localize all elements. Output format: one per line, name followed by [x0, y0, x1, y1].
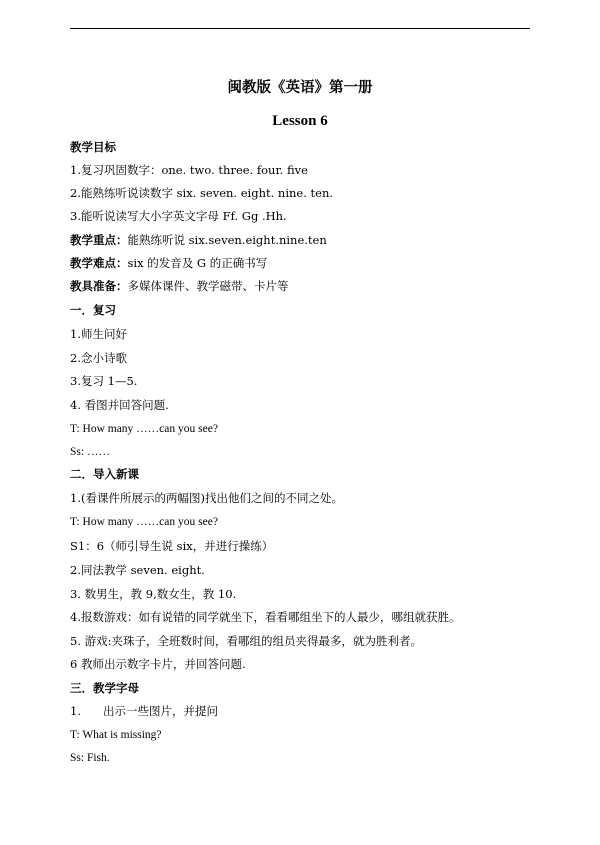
review-line-6: Ss: …… — [70, 446, 110, 458]
review-line-3: 3.复习 1—5. — [70, 374, 138, 388]
new-lesson-line-3: S1：6（师引导生说 six，并进行操练） — [70, 539, 274, 553]
document-title: 闽教版《英语》第一册 — [227, 79, 373, 96]
new-lesson-line-2: T: How many ……can you see? — [70, 516, 218, 528]
letters-step-text: 出示一些图片，并提问 — [102, 704, 218, 718]
new-lesson-line-1: 1.(看课件所展示的两幅图)找出他们之间的不同之处。 — [70, 491, 343, 505]
objective-item-1: 1.复习巩固数字：one. two. three. four. five — [70, 163, 308, 177]
key-point-label: 教学重点： — [70, 233, 128, 247]
objectives-heading: 教学目标 — [70, 140, 116, 154]
materials-line — [70, 278, 289, 294]
section-new-lesson-heading: 二．导入新课 — [70, 467, 139, 481]
header-rule — [70, 28, 530, 29]
new-lesson-line-7: 5. 游戏:夹珠子，全班数时间，看哪组的组员夹得最多，就为胜利者。 — [70, 634, 422, 648]
letters-step-number: 1. — [70, 704, 81, 718]
materials-text: 多媒体课件、教学磁带、卡片等 — [127, 279, 289, 293]
letters-step-1 — [70, 703, 218, 719]
difficulty-text: six 的发音及 G 的正确书写 — [127, 256, 268, 270]
key-point-line — [70, 232, 327, 248]
letters-line-1: T: What is missing? — [70, 729, 162, 741]
review-line-4: 4. 看图并回答问题. — [70, 398, 169, 412]
section-review-heading: 一．复习 — [70, 303, 116, 317]
objective-item-2: 2.能熟练听说读数字 six. seven. eight. nine. ten. — [70, 186, 334, 200]
review-line-1: 1.师生问好 — [70, 327, 127, 341]
objective-item-3: 3.能听说读写大小字英文字母 Ff. Gg .Hh. — [70, 209, 287, 223]
new-lesson-line-8: 6 教师出示数字卡片，并回答问题. — [70, 657, 246, 671]
new-lesson-line-6: 4.报数游戏：如有说错的同学就坐下，看看哪组坐下的人最少，哪组就获胜。 — [70, 610, 461, 624]
new-lesson-line-5: 3. 数男生，教 9,数女生，教 10. — [70, 587, 237, 601]
materials-label: 教具准备： — [70, 279, 128, 293]
lesson-title: Lesson 6 — [272, 113, 328, 129]
section-letters-heading: 三．教学字母 — [70, 681, 139, 695]
review-line-5: T: How many ……can you see? — [70, 423, 218, 435]
key-point-text: 能熟练听说 six.seven.eight.nine.ten — [127, 233, 327, 247]
difficulty-line — [70, 255, 267, 271]
letters-line-2: Ss: Fish. — [70, 752, 110, 764]
difficulty-label: 教学难点： — [70, 256, 128, 270]
new-lesson-line-4: 2.同法教学 seven. eight. — [70, 563, 205, 577]
review-line-2: 2.念小诗歌 — [70, 351, 127, 365]
